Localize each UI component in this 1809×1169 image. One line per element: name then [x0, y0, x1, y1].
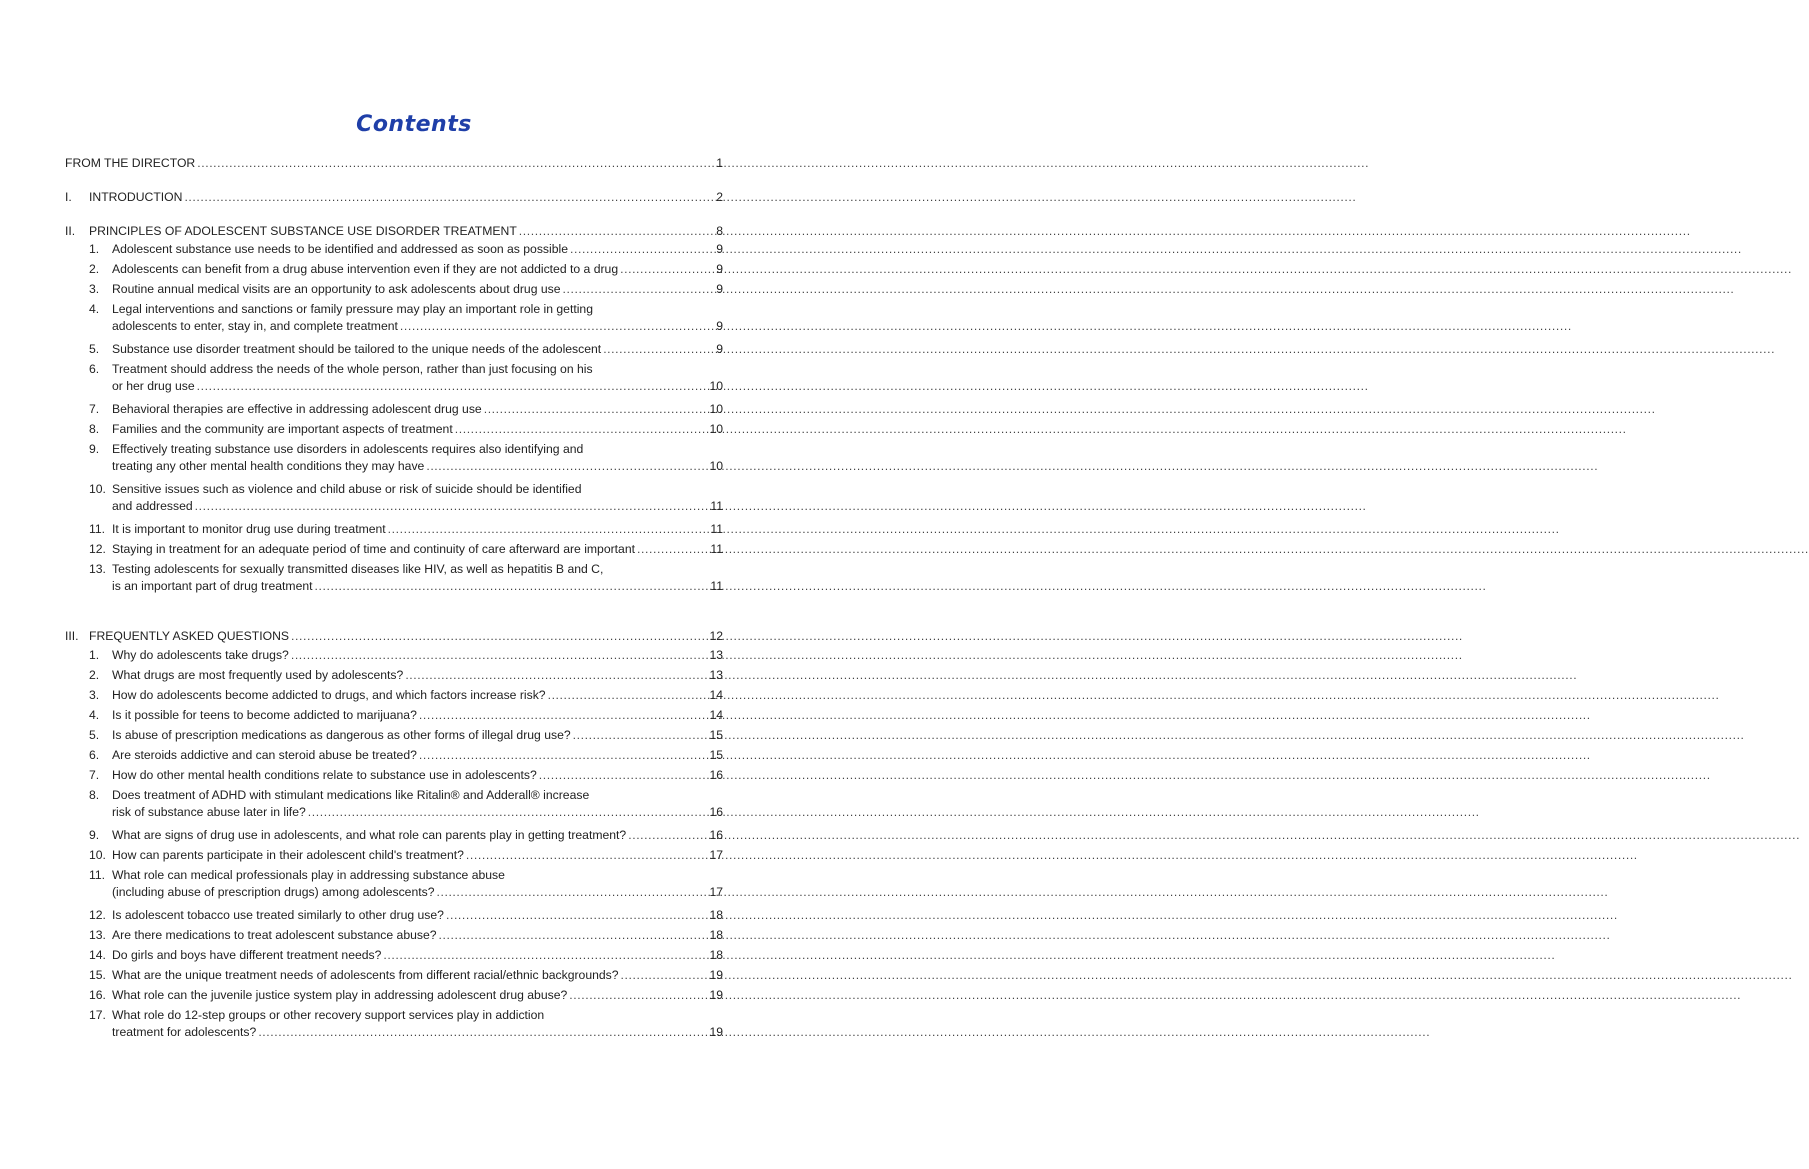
item-text: Is abuse of prescription medications as dangerous as other forms of illegal drug use?	[112, 728, 571, 742]
toc-item-row	[112, 1024, 723, 1040]
toc-page-number: 9	[716, 282, 723, 296]
dot-leader	[405, 667, 707, 683]
toc-entry-label: FROM THE DIRECTOR	[65, 156, 196, 170]
toc-page-number: 15	[709, 728, 723, 742]
toc-item-row	[112, 647, 723, 663]
item-text: Are steroids addictive and can steroid abuse be treated?	[112, 748, 417, 762]
toc-item-row	[112, 967, 723, 983]
toc-item-row	[112, 458, 723, 474]
item-text: treatment for adolescents?	[112, 1025, 257, 1039]
item-number: 17.	[89, 1008, 106, 1022]
toc-item-row	[112, 578, 723, 594]
item-text: and addressed	[112, 499, 193, 513]
dot-leader	[315, 578, 709, 594]
toc-page-number: 19	[709, 968, 723, 982]
toc-item-row	[112, 667, 723, 683]
item-text-line1: Effectively treating substance use disorders in adolescents requires also identifying and	[112, 442, 584, 456]
item-text: Substance use disorder treatment should be tailored to the unique needs of the adolescent	[112, 342, 602, 356]
toc-item-row	[112, 241, 723, 257]
item-text: adolescents to enter, stay in, and complete treatment	[112, 319, 398, 333]
toc-item-row	[112, 341, 723, 357]
item-text: Why do adolescents take drugs?	[112, 648, 289, 662]
dot-leader	[195, 498, 709, 514]
item-number: 5.	[89, 728, 100, 742]
toc-page-number: 9	[716, 242, 723, 256]
toc-item-row	[112, 747, 723, 763]
toc-item-row	[112, 421, 723, 437]
item-number: 2.	[89, 668, 100, 682]
item-number: 4.	[89, 302, 100, 316]
dot-leader	[291, 628, 707, 644]
item-text: (including abuse of prescription drugs) among adolescents?	[112, 885, 435, 899]
dot-leader	[439, 927, 708, 943]
toc-item-row	[112, 378, 723, 394]
item-text: It is important to monitor drug use during treatment	[112, 522, 386, 536]
toc-item-row	[112, 707, 723, 723]
toc-item-row	[112, 541, 723, 557]
item-number: 10.	[89, 482, 106, 496]
item-text: Is adolescent tobacco use treated similarly to other drug use?	[112, 908, 444, 922]
item-number: 9.	[89, 828, 100, 842]
toc-page-number: 16	[709, 768, 723, 782]
item-number: 1.	[89, 242, 100, 256]
toc-item-row	[112, 318, 723, 334]
dot-leader	[539, 767, 708, 783]
toc-page-number: 18	[709, 908, 723, 922]
dot-leader	[388, 521, 709, 537]
dot-leader	[446, 907, 707, 923]
toc-page-number: 11	[710, 499, 723, 513]
item-number: 8.	[89, 422, 100, 436]
item-number: 16.	[89, 988, 106, 1002]
item-text: What drugs are most frequently used by adolescents?	[112, 668, 404, 682]
dot-leader	[419, 707, 708, 723]
dot-leader	[308, 804, 708, 820]
toc-item-row	[112, 884, 723, 900]
toc-item-row	[112, 827, 723, 843]
toc-item-row	[112, 987, 723, 1003]
item-number: 1.	[89, 648, 100, 662]
toc-item-row	[112, 687, 723, 703]
dot-leader	[400, 318, 714, 334]
item-text: What role can the juvenile justice system play in addressing adolescent drug abuse?	[112, 988, 568, 1002]
page-title: Contents	[356, 112, 472, 137]
dot-leader	[519, 223, 714, 239]
item-number: 7.	[89, 768, 100, 782]
toc-entry-label: PRINCIPLES OF ADOLESCENT SUBSTANCE USE DISORDER TREATMENT	[89, 224, 517, 238]
item-text: Behavioral therapies are effective in addressing adolescent drug use	[112, 402, 482, 416]
toc-item-row	[112, 401, 723, 417]
dot-leader	[603, 341, 714, 357]
item-text-line1: Sensitive issues such as violence and child abuse or risk of suicide should be identified	[112, 482, 582, 496]
dot-leader	[548, 687, 708, 703]
dot-leader	[466, 847, 708, 863]
item-text: What are the unique treatment needs of adolescents from different racial/ethnic backgrounds?	[112, 968, 619, 982]
toc-page-number: 11	[710, 579, 723, 593]
toc-page-number: 14	[709, 688, 723, 702]
toc-page-number: 16	[709, 828, 723, 842]
toc-item-row	[112, 947, 723, 963]
toc-page-number: 18	[709, 928, 723, 942]
contents-page	[0, 0, 828, 1169]
toc-page-number: 19	[709, 988, 723, 1002]
dot-leader	[573, 727, 708, 743]
toc-item-row	[112, 804, 723, 820]
item-number: 15.	[89, 968, 106, 982]
toc-entry-principles[interactable]	[65, 223, 723, 239]
item-number: 12.	[89, 542, 106, 556]
dot-leader	[184, 189, 714, 205]
item-text: Routine annual medical visits are an opportunity to ask adolescents about drug use	[112, 282, 561, 296]
item-text-line1: Treatment should address the needs of the whole person, rather than just focusing on his	[112, 362, 593, 376]
toc-page-number: 10	[709, 459, 723, 473]
item-text: Are there medications to treat adolescent substance abuse?	[112, 928, 437, 942]
toc-item-row	[112, 727, 723, 743]
item-number: 10.	[89, 848, 106, 862]
section-number: II.	[65, 224, 76, 238]
toc-page-number: 2	[716, 190, 723, 204]
item-number: 14.	[89, 948, 106, 962]
toc-item-row	[112, 521, 723, 537]
item-number: 13.	[89, 928, 106, 942]
item-text: Staying in treatment for an adequate period of time and continuity of care afterward are important	[112, 542, 636, 556]
toc-page-number: 1	[716, 156, 723, 170]
dot-leader	[570, 241, 714, 257]
item-number: 11.	[89, 522, 106, 536]
item-text: Adolescents can benefit from a drug abuse intervention even if they are not addicted to a drug	[112, 262, 619, 276]
item-text: or her drug use	[112, 379, 195, 393]
item-text: risk of substance abuse later in life?	[112, 805, 306, 819]
toc-entry-director[interactable]	[65, 155, 723, 171]
item-number: 2.	[89, 262, 100, 276]
item-number: 13.	[89, 562, 106, 576]
item-text: Adolescent substance use needs to be identified and addressed as soon as possible	[112, 242, 568, 256]
item-text-line1: What role do 12-step groups or other recovery support services play in addiction	[112, 1008, 545, 1022]
item-number: 12.	[89, 908, 106, 922]
item-text: treating any other mental health conditions they may have	[112, 459, 425, 473]
toc-page-number: 13	[709, 668, 723, 682]
dot-leader	[628, 827, 707, 843]
item-text: Do girls and boys have different treatment needs?	[112, 948, 382, 962]
toc-entry-label: FREQUENTLY ASKED QUESTIONS	[89, 629, 290, 643]
toc-entry-introduction[interactable]	[65, 189, 723, 205]
item-text: What are signs of drug use in adolescents, and what role can parents play in getting treatment?	[112, 828, 627, 842]
toc-page-number: 10	[709, 422, 723, 436]
item-text: Families and the community are important aspects of treatment	[112, 422, 453, 436]
toc-item-row	[112, 927, 723, 943]
toc-page-number: 10	[709, 379, 723, 393]
section-number: III.	[65, 629, 79, 643]
dot-leader	[621, 967, 708, 983]
toc-item-row	[112, 907, 723, 923]
dot-leader	[484, 401, 708, 417]
item-number: 5.	[89, 342, 100, 356]
toc-page-number: 17	[709, 885, 723, 899]
dot-leader	[197, 378, 708, 394]
item-number: 6.	[89, 748, 100, 762]
dot-leader	[419, 747, 708, 763]
dot-leader	[197, 155, 714, 171]
dot-leader	[426, 458, 707, 474]
dot-leader	[291, 647, 708, 663]
item-text: How can parents participate in their adolescent child's treatment?	[112, 848, 464, 862]
toc-page-number: 11	[710, 542, 723, 556]
toc-item-row	[112, 261, 723, 277]
item-number: 3.	[89, 688, 100, 702]
item-text-line1: Does treatment of ADHD with stimulant medications like Ritalin® and Adderall® increase	[112, 788, 590, 802]
item-number: 9.	[89, 442, 100, 456]
toc-item-row	[112, 498, 723, 514]
item-number: 3.	[89, 282, 100, 296]
dot-leader	[563, 281, 715, 297]
item-number: 4.	[89, 708, 100, 722]
dot-leader	[637, 541, 708, 557]
toc-page-number: 10	[709, 402, 723, 416]
item-text: How do adolescents become addicted to drugs, and which factors increase risk?	[112, 688, 546, 702]
toc-page-number: 13	[709, 648, 723, 662]
item-text: is an important part of drug treatment	[112, 579, 313, 593]
toc-page-number: 17	[709, 848, 723, 862]
toc-page-number: 8	[716, 224, 723, 238]
toc-page-number: 14	[709, 708, 723, 722]
dot-leader	[383, 947, 707, 963]
toc-page-number: 16	[709, 805, 723, 819]
section-number: I.	[65, 190, 72, 204]
toc-page-number: 11	[710, 522, 723, 536]
dot-leader	[569, 987, 707, 1003]
toc-page-number: 12	[709, 629, 723, 643]
item-text-line1: Testing adolescents for sexually transmitted diseases like HIV, as well as hepatitis B and C,	[112, 562, 604, 576]
toc-page-number: 9	[716, 342, 723, 356]
item-number: 7.	[89, 402, 100, 416]
toc-page-number: 19	[709, 1025, 723, 1039]
dot-leader	[436, 884, 707, 900]
toc-entry-faq[interactable]	[65, 628, 723, 644]
item-text-line1: Legal interventions and sanctions or family pressure may play an important role in getting	[112, 302, 593, 316]
toc-item-row	[112, 767, 723, 783]
dot-leader	[258, 1024, 707, 1040]
item-number: 8.	[89, 788, 100, 802]
item-number: 11.	[89, 868, 106, 882]
toc-item-row	[112, 847, 723, 863]
item-text: Is it possible for teens to become addicted to marijuana?	[112, 708, 417, 722]
toc-page-number: 15	[709, 748, 723, 762]
toc-page-number: 9	[716, 262, 723, 276]
toc-page-number: 18	[709, 948, 723, 962]
dot-leader	[620, 261, 714, 277]
toc-entry-label: INTRODUCTION	[89, 190, 183, 204]
item-number: 6.	[89, 362, 100, 376]
item-text-line1: What role can medical professionals play in addressing substance abuse	[112, 868, 505, 882]
item-text: How do other mental health conditions relate to substance use in adolescents?	[112, 768, 537, 782]
dot-leader	[455, 421, 708, 437]
toc-page-number: 9	[716, 319, 723, 333]
toc-item-row	[112, 281, 723, 297]
